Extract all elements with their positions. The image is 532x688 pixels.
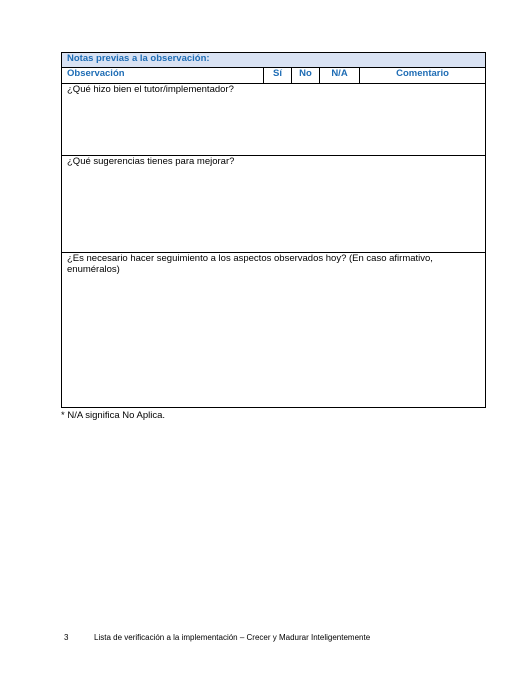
- notes-header: Notas previas a la observación:: [62, 53, 486, 68]
- column-comentario: Comentario: [360, 68, 486, 84]
- column-si: Sí: [264, 68, 292, 84]
- footer-text: Lista de verificación a la implementación – Crecer y Madurar Inteligentemente: [94, 633, 371, 642]
- column-no: No: [292, 68, 320, 84]
- question-suggestions[interactable]: ¿Qué sugerencias tienes para mejorar?: [62, 156, 486, 253]
- question-row: [62, 253, 486, 408]
- observation-table: [61, 52, 486, 408]
- column-headers-row: [62, 68, 486, 84]
- question-what-went-well[interactable]: ¿Qué hizo bien el tutor/implementador?: [62, 84, 486, 156]
- question-row: [62, 156, 486, 253]
- page-footer: [64, 633, 370, 643]
- question-follow-up[interactable]: ¿Es necesario hacer seguimiento a los aspectos observados hoy? (En caso afirmativo, enuméralos): [62, 253, 486, 408]
- column-observacion: Observación: [62, 68, 264, 84]
- footnote: * N/A significa No Aplica.: [61, 410, 166, 421]
- column-na: N/A: [320, 68, 360, 84]
- page-number: 3: [64, 633, 69, 642]
- table-header-row: [62, 53, 486, 68]
- question-row: [62, 84, 486, 156]
